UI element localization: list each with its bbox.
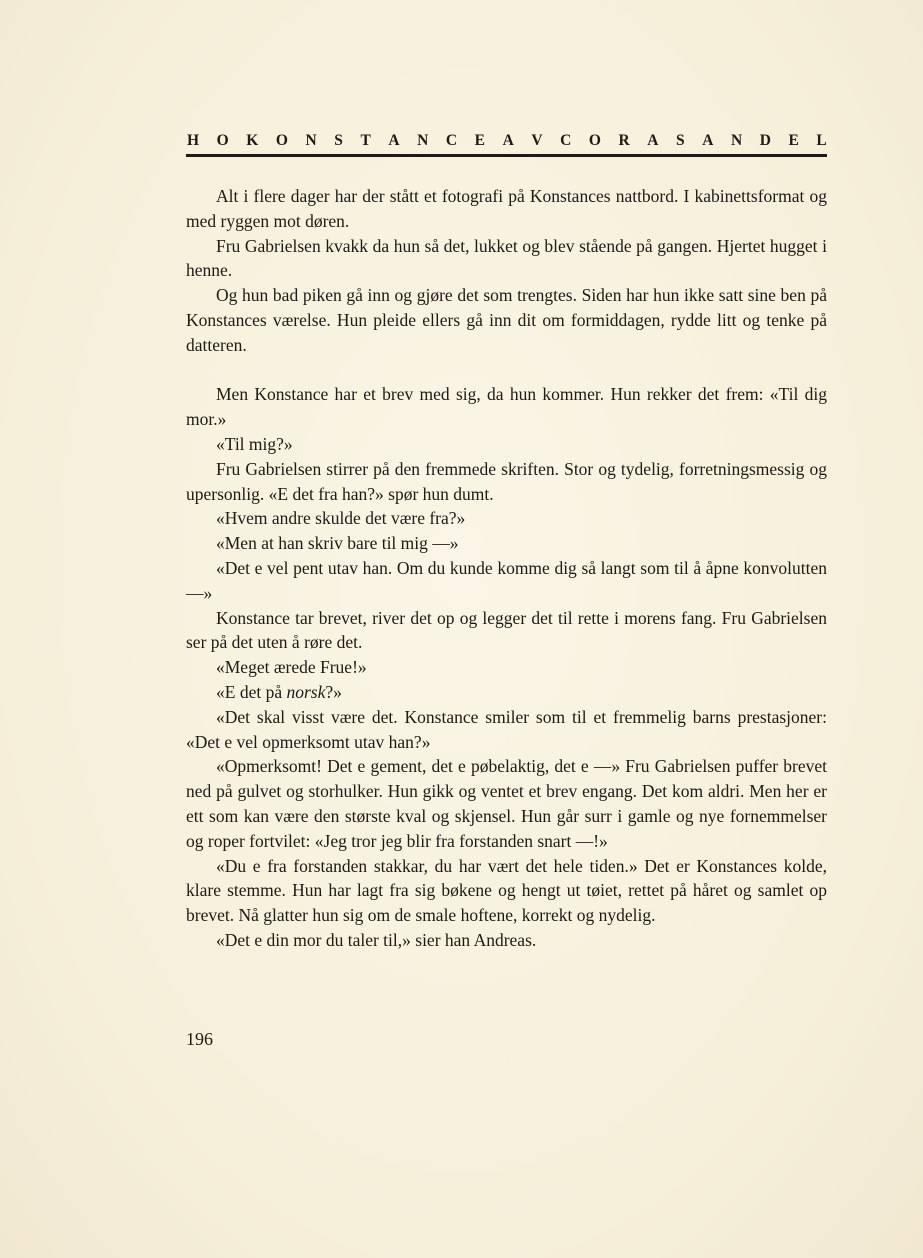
running-head bbox=[187, 132, 827, 150]
body-text bbox=[186, 184, 827, 953]
running-head-letter: A bbox=[502, 132, 514, 149]
running-head-letter: O bbox=[216, 132, 229, 149]
running-head-letter: E bbox=[474, 132, 485, 149]
paragraph: «Du e fra forstanden stakkar, du har vært det hele tiden.» Det er Konstances kolde, klare stemme. Hun har lagt fra sig bøkene og hengt ut tøiet, rettet på håret og samlet op brevet. Nå glatter hun sig om de smale hoftene, korrekt og nydelig. bbox=[186, 855, 827, 926]
running-head-letter: L bbox=[816, 132, 827, 149]
paragraph: «Til mig?» bbox=[216, 433, 293, 454]
paragraph-text: ?» bbox=[325, 681, 342, 702]
running-head-letter: K bbox=[246, 132, 259, 149]
running-head-letter: N bbox=[417, 132, 429, 149]
running-head-letter: T bbox=[360, 132, 371, 149]
header-rule bbox=[186, 154, 827, 157]
running-head-letter: A bbox=[702, 132, 714, 149]
running-head-letter: S bbox=[676, 132, 685, 149]
running-head-letter: A bbox=[388, 132, 400, 149]
italic-word: norsk bbox=[286, 681, 326, 702]
paragraph: «Hvem andre skulde det være fra?» bbox=[216, 508, 466, 529]
running-head-letter: N bbox=[305, 132, 317, 149]
paragraph: «Det e vel pent utav han. Om du kunde komme dig så langt som til å åpne konvolutten —» bbox=[186, 557, 827, 603]
paragraph: Konstance tar brevet, river det op og legger det til rette i morens fang. Fru Gabrielsen ser på det uten å røre det. bbox=[186, 607, 827, 653]
paragraph: Alt i flere dager har der stått et fotografi på Konstances nattbord. I kabinettsformat og med ryggen mot døren. bbox=[186, 186, 827, 231]
paragraph: «Men at han skriv bare til mig —» bbox=[216, 533, 459, 554]
running-head-letter: S bbox=[334, 132, 343, 149]
paragraph: Fru Gabrielsen kvakk da hun så det, lukket og blev stående på gangen. Hjertet hugget i henne. bbox=[186, 235, 827, 281]
running-head-letter: O bbox=[275, 132, 288, 149]
paragraph: «Meget ærede Frue!» bbox=[216, 657, 367, 678]
running-head-letter: C bbox=[445, 132, 458, 149]
paragraph-text: «E det på bbox=[216, 681, 287, 702]
running-head-letter: N bbox=[730, 132, 743, 149]
running-head-letter: C bbox=[560, 132, 572, 149]
paragraph: Fru Gabrielsen stirrer på den fremmede skriften. Stor og tydelig, forretningsmessig og upersonlig. «E det fra han?» spør hun dumt. bbox=[186, 458, 827, 504]
running-head-letter: E bbox=[788, 132, 799, 149]
running-head-letter: O bbox=[588, 132, 601, 149]
running-head-letter: D bbox=[759, 132, 771, 149]
page-number: 196 bbox=[186, 1029, 213, 1049]
running-head-letter: R bbox=[618, 132, 630, 149]
paragraph: «Opmerksomt! Det e gement, det e pøbelaktig, det e —» Fru Gabrielsen puffer brevet ned på gulvet og storhulker. Hun gikk og ventet et brev engang. Det kom aldri. Men her er ett som kan være den største kval og skjensel. Hun går surr i gamle og nye fornemmelser og roper fortvilet: «Jeg tror jeg blir fra forstanden snart —!» bbox=[186, 756, 827, 851]
running-head-letter: V bbox=[531, 132, 543, 149]
paragraph: «Det skal visst være det. Konstance smiler som til et fremmelig barns prestasjoner: «Det e vel opmerksomt utav han?» bbox=[186, 706, 827, 752]
paragraph: Og hun bad piken gå inn og gjøre det som trengtes. Siden har hun ikke satt sine ben på Konstances værelse. Hun pleide ellers gå inn dit om formiddagen, rydde litt og tenke på datteren. bbox=[186, 285, 827, 355]
paragraph bbox=[186, 680, 827, 705]
paragraph: «Det e din mor du taler til,» sier han Andreas. bbox=[216, 929, 537, 950]
running-head-letter: H bbox=[187, 132, 200, 149]
paragraph: Men Konstance har et brev med sig, da hun kommer. Hun rekker det frem: «Til dig mor.» bbox=[186, 384, 827, 430]
running-head-letter: A bbox=[647, 132, 659, 149]
